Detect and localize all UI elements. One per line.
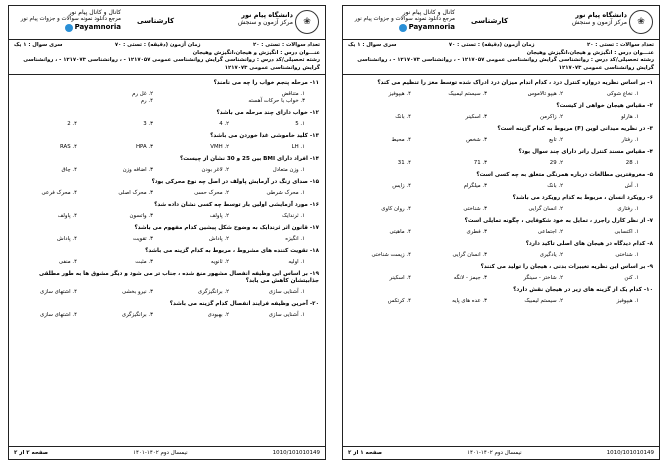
answer-option[interactable]: ۱. وزن متعادل <box>272 167 305 174</box>
answer-options <box>349 229 653 236</box>
question-text: ۷- از نظر کارل راجرز ، تمایل به خود شکوفایی ، چگونه تمایلی است؟ <box>464 218 653 225</box>
answer-option[interactable]: ۱. کنن <box>624 275 639 282</box>
answer-options <box>15 312 319 319</box>
answer-option[interactable]: ۳. محرک اصلی <box>118 190 153 197</box>
question-text: ۱۰- کدام یک از گزینه های زیر در هیجان نقش دارد؟ <box>513 287 653 294</box>
answer-option[interactable]: ۴. پاداش <box>57 236 77 243</box>
exam-info: تعداد سوالات : تستی : ۲۰ زمان آزمون (دقیقه) : تستی : ۷۰ سری سوال : ۱ یک عنـــوان درس : انگیزش و هیجان،انگیزش وهیجان رشته تحصیلی/کد درس : روانشناسی گرایش روانشناسی عمومی ۱۲۱۷۰۵۷ - ، روانشناسی ۱۲۱۷۰۷۳ - ، روانشناسی گرایش روانشناسی عمومی ۱۲۱۷۰۷۳ <box>343 40 659 75</box>
field-line: رشته تحصیلی/کد درس : روانشناسی گرایش روانشناسی عمومی ۱۲۱۷۰۵۷ - ، روانشناسی ۱۲۱۷۰۷۳ - ، روانشناسی گرایش روانشناسی عمومی ۱۲۱۷۰۷۳ <box>23 57 320 71</box>
answer-option[interactable]: ۲. لاغر بودن <box>201 167 229 174</box>
answer-option[interactable]: ۱. آش <box>624 183 639 190</box>
question-text: ۴- مقیاس مسند کنترل راتر دارای چند سوال بود؟ <box>518 149 653 156</box>
page-header <box>343 6 659 40</box>
exam-info: تعداد سوالات : تستی : ۲۰ زمان آزمون (دقیقه) : تستی : ۷۰ سری سوال : ۱ یک عنـــوان درس : انگیزش و هیجان،انگیزش وهیجان رشته تحصیلی/کد درس : روانشناسی گرایش روانشناسی عمومی ۱۲۱۷۰۵۷ - ، روانشناسی ۱۲۱۷۰۷۳ - ، روانشناسی گرایش روانشناسی عمومی ۱۲۱۷۰۷۳ <box>9 40 325 75</box>
answer-option[interactable]: ۲. شاختر - سینگر <box>523 275 563 282</box>
answer-option[interactable]: ۱. آشنایی سازی <box>268 289 305 296</box>
channel-banner: کانال و کانال پیام نور مرجع دانلود نمونه سوالات و جزوات پیام نور Payamnoria <box>17 9 121 32</box>
answer-option[interactable]: ۴. اسکینر <box>389 275 411 282</box>
university-logo: ❀ <box>629 10 653 34</box>
answer-option[interactable]: ۲. پاداش <box>209 236 229 243</box>
answer-option[interactable]: ۳. فطری <box>466 229 487 236</box>
question-text: ۵- معروفترین مطالعات درباره همرنگی متعلق به چه کسی است؟ <box>476 172 653 179</box>
answer-option[interactable]: ۴. منفی <box>58 259 77 266</box>
answer-option[interactable]: ۱. رفتار <box>621 137 639 144</box>
answer-option[interactable]: ۳. شخص <box>466 137 487 144</box>
answer-option[interactable]: ۴. ماهیتی <box>389 229 411 236</box>
answer-option[interactable]: ۴. روان کاوی <box>381 206 411 213</box>
answer-option[interactable]: ۲. بهبودی <box>207 312 229 319</box>
answer-options <box>349 160 653 167</box>
answer-options <box>15 259 319 266</box>
answer-option[interactable]: ۳. خواب با حرکات آهسته <box>248 98 305 105</box>
question-text: ۱۴- افراد دارای BMI بین 25 و 30 نشان از چیست؟ <box>180 156 319 163</box>
answer-option[interactable]: ۲. محرک حسی <box>194 190 229 197</box>
answer-options <box>349 206 653 213</box>
answer-option[interactable]: ۲. سیستم لیمبیک <box>524 298 563 305</box>
answer-option[interactable]: ۴. بانک <box>395 114 411 121</box>
question-text: ۱۱- مرحله پنجم خواب را چه می نامند؟ <box>213 80 319 87</box>
questions-list <box>343 75 659 305</box>
answer-options <box>349 91 653 98</box>
answer-option[interactable]: ۲. برانگیزگری <box>197 289 229 296</box>
answer-option[interactable]: ۱. شناختی <box>615 252 639 259</box>
answer-options <box>349 298 653 305</box>
answer-option[interactable]: ۲. ثانویه <box>210 259 229 266</box>
page-footer: صفحه ۲ از ۲ نیمسال دوم ۱۴۰۲-۱۴۰۱ 1010/101010149 <box>9 446 325 459</box>
answer-option[interactable]: ۳. اسکینر <box>465 114 487 121</box>
answer-options <box>15 190 319 197</box>
answer-option[interactable]: ۱. اکتسابی <box>614 229 639 236</box>
answer-option[interactable]: ۳. HPA <box>136 144 153 151</box>
answer-options <box>15 213 319 220</box>
question-text: ۱۸- تقویت کننده های مشروط ، مربوط به کدام گزینه می باشد؟ <box>145 248 319 255</box>
answer-option[interactable]: ۱. 28 <box>625 160 639 167</box>
page-header <box>9 6 325 40</box>
answer-option[interactable]: ۳. تقویت <box>132 236 153 243</box>
answer-option[interactable]: ۴. پاولف <box>57 213 77 220</box>
university-name: دانشگاه پیام نور مرکز آزمون و سنجش <box>572 11 627 26</box>
answer-option[interactable]: ۱. نخاع شوکی <box>606 91 639 98</box>
answer-option[interactable]: ۲. 4 <box>219 121 229 128</box>
answer-option[interactable]: ۳. انسان گرایی <box>452 252 487 259</box>
question-text: ۱۲- خواب دارای چند مرحله می باشد؟ <box>216 110 319 117</box>
answer-option[interactable]: ۴. اشتهای سازی <box>39 312 77 319</box>
answer-option[interactable]: ۳. جیمز - لانگه <box>453 275 487 282</box>
answer-option[interactable]: ۴. 2 <box>67 121 77 128</box>
degree-label: کارشناسی <box>137 17 175 25</box>
answer-option[interactable]: ۱. ثرندایک <box>282 213 305 220</box>
answer-options <box>15 289 319 296</box>
answer-option[interactable]: ۴. هیپوفیز <box>388 91 411 98</box>
question-text: ۲- مقیاس هیجان خواهی از کیست؟ <box>556 103 653 110</box>
answer-option[interactable]: ۲. غل رم <box>132 91 153 98</box>
answer-options <box>15 91 319 105</box>
exam-page-1 <box>342 5 660 460</box>
answer-option[interactable]: ۱. متناقض <box>281 91 305 98</box>
telegram-handle[interactable]: Payamnoria <box>17 23 121 32</box>
answer-option[interactable]: ۲. یادگیری <box>539 252 563 259</box>
answer-option[interactable]: ۳. سیستم لیمبیک <box>448 91 487 98</box>
question-text: ۱- بر اساس نظریه دروازه کنترل درد ، کدام اندام میزان درد ادراک شده توسط مغز را تنظیم می کند؟ <box>377 80 653 87</box>
question-text: ۱۶- مورد آزمایشی اولین بار توسط چه کسی نشان داده شد؟ <box>154 202 319 209</box>
answer-option[interactable]: ۲. هیپو تالاموس <box>527 91 563 98</box>
answer-option[interactable]: ۳. شناختی <box>463 206 487 213</box>
question-text: ۶- رویکرد انسان ، مربوط به کدام رویکرد می باشد؟ <box>512 195 653 202</box>
question-text: ۳- در نظریه میدانی لوین (F) مربوط به کدام گزینه است؟ <box>497 126 653 133</box>
answer-options <box>349 137 653 144</box>
answer-option[interactable]: ۴. محرک فرعی <box>41 190 77 197</box>
answer-option[interactable]: ۱. محرک شرطی <box>266 190 305 197</box>
answer-option[interactable]: ۳. اضافه وزن <box>122 167 153 174</box>
exam-page-2 <box>8 5 326 460</box>
question-text: ۸- کدام دیدگاه در هیجان های اصلی تاکید دارد؟ <box>525 241 653 248</box>
answer-option[interactable]: ۱. انگیزه <box>285 236 305 243</box>
answer-option[interactable]: ۴. زیست شناختی <box>371 252 411 259</box>
answer-option[interactable]: ۴. رم <box>140 98 153 105</box>
answer-option[interactable]: ۱. هیپوفیز <box>616 298 639 305</box>
answer-option[interactable]: ۴. RAS <box>60 144 77 151</box>
question-text: ۱۳- کلید خاموشی غدا خوردن می باشد؟ <box>210 133 319 140</box>
answer-options <box>15 167 319 174</box>
answer-option[interactable]: ۱. آشنایی سازی <box>268 312 305 319</box>
answer-options <box>349 183 653 190</box>
answer-options <box>349 275 653 282</box>
question-text: ۱۹- بر اساس این وظیفه انفصال مشهور منع شده ، جناب تر می شود و دیگر مشوق ها به طور مطلقی جذابیتشان کاهش می یابد؟ <box>38 271 319 285</box>
answer-options <box>15 121 319 128</box>
degree-label: کارشناسی <box>471 17 509 25</box>
answer-option[interactable]: ۱. 5 <box>295 121 305 128</box>
answer-option[interactable]: ۲. تابع <box>549 137 563 144</box>
answer-option[interactable]: ۱. LH <box>291 144 305 151</box>
answer-options <box>349 252 653 259</box>
answer-option[interactable]: ۴. چاق <box>61 167 77 174</box>
question-text: ۹- بر اساس این نظریه تغییرات بدنی ، هیجان را تولید می کنند؟ <box>480 264 653 271</box>
answer-option[interactable]: ۳. مثبت <box>135 259 153 266</box>
answer-option[interactable]: ۲. پاولف <box>209 213 229 220</box>
answer-option[interactable]: ۳. عده های پایه <box>452 298 487 305</box>
question-text: ۱۷- قانون اثر ثرندایک به وضوح شکل پیشین کدام مفهوم می باشد؟ <box>134 225 319 232</box>
answer-option[interactable]: ۲. انسان گرایی <box>528 206 563 213</box>
field-line: رشته تحصیلی/کد درس : روانشناسی گرایش روانشناسی عمومی ۱۲۱۷۰۵۷ - ، روانشناسی ۱۲۱۷۰۷۳ - ، روانشناسی گرایش روانشناسی عمومی ۱۲۱۷۰۷۳ <box>357 57 654 71</box>
answer-option[interactable]: ۳. واتسون <box>129 213 153 220</box>
telegram-icon <box>399 24 407 32</box>
answer-option[interactable]: ۲. بانک <box>547 183 563 190</box>
answer-option[interactable]: ۳. نیرو بخشی <box>121 289 153 296</box>
answer-options <box>15 236 319 243</box>
question-text: ۲۰- آخرین وظیفه فرایند انفصال کدام گزینه می باشد؟ <box>169 301 319 308</box>
answer-option[interactable]: ۱. اولیه <box>288 259 305 266</box>
answer-option[interactable]: ۳. میلگرام <box>463 183 487 190</box>
telegram-icon <box>65 24 73 32</box>
question-text: ۱۵- صدای زنگ در آزمایش پاولف در اصل چه نوع محرکی بود؟ <box>151 179 319 186</box>
answer-options <box>15 144 319 151</box>
answer-option[interactable]: ۴. محیط <box>391 137 411 144</box>
university-name: دانشگاه پیام نور مرکز آزمون و سنجش <box>238 11 293 26</box>
answer-option[interactable]: ۴. زایس <box>392 183 411 190</box>
answer-option[interactable]: ۱. رفتاری <box>617 206 639 213</box>
page-footer: صفحه ۱ از ۲ نیمسال دوم ۱۴۰۲-۱۴۰۱ 1010/101010149 <box>343 446 659 459</box>
answer-option[interactable]: ۲. اجتماعی <box>537 229 563 236</box>
course-title: عنـــوان درس : انگیزش و هیجان،انگیزش وهیجان <box>192 49 320 56</box>
answer-option[interactable]: ۲. 29 <box>549 160 563 167</box>
answer-option[interactable]: ۳. 3 <box>143 121 153 128</box>
answer-option[interactable]: ۳. برانگیزگری <box>121 312 153 319</box>
answer-option[interactable]: ۴. کرتکس <box>387 298 411 305</box>
channel-banner: کانال و کانال پیام نور مرجع دانلود نمونه سوالات و جزوات پیام نور Payamnoria <box>351 9 455 32</box>
answer-options <box>349 114 653 121</box>
telegram-handle[interactable]: Payamnoria <box>351 23 455 32</box>
answer-option[interactable]: ۱. هارلو <box>621 114 639 121</box>
university-logo: ❀ <box>295 10 319 34</box>
answer-option[interactable]: ۴. 31 <box>397 160 411 167</box>
answer-option[interactable]: ۲. زاکرمن <box>540 114 563 121</box>
answer-option[interactable]: ۲. VMH <box>210 144 229 151</box>
questions-list <box>9 75 325 319</box>
course-title: عنـــوان درس : انگیزش و هیجان،انگیزش وهیجان <box>526 49 654 56</box>
answer-option[interactable]: ۴. اشتهای سازی <box>39 289 77 296</box>
answer-option[interactable]: ۳. 71 <box>473 160 487 167</box>
